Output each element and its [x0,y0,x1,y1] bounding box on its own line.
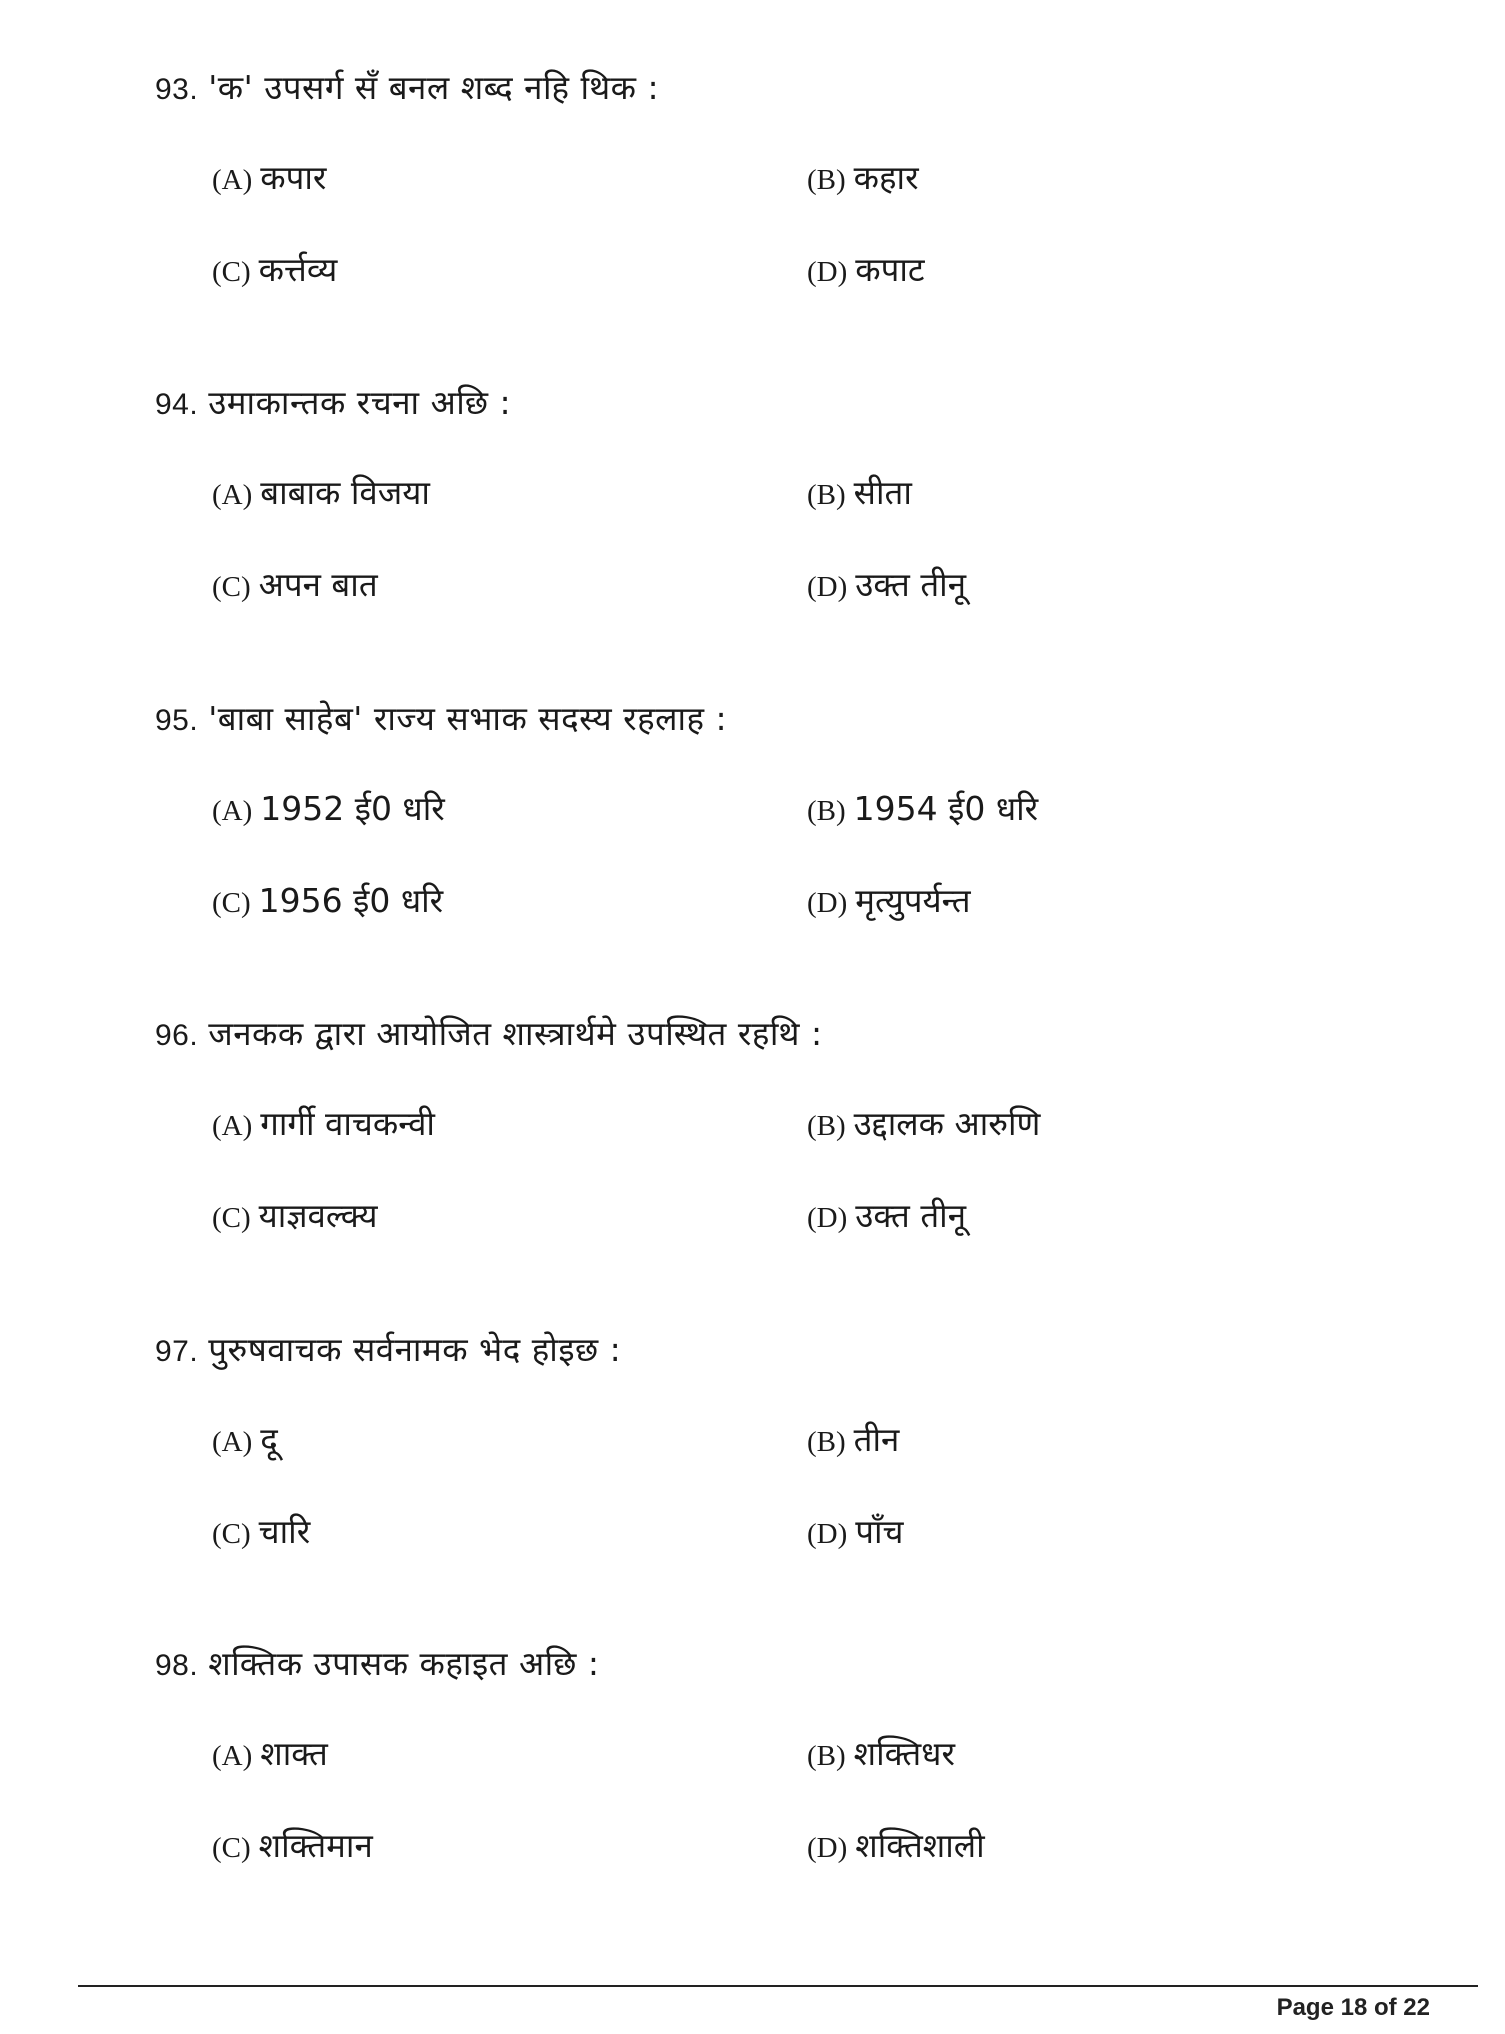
option-label: (A) [212,1740,253,1772]
option-text: तीन [853,1420,900,1459]
option-a[interactable] [212,1104,435,1146]
option-label: (C) [212,1518,251,1550]
option-text: उद्दालक आरुणि [853,1104,1041,1143]
option-text: याज्ञवल्क्य [258,1196,378,1235]
question-stem [155,1644,599,1686]
option-a[interactable] [212,158,326,200]
option-text: शक्तिमान [258,1826,373,1865]
option-c[interactable] [212,1826,373,1868]
option-label: (B) [807,1426,846,1458]
question-text: शक्तिक उपासक कहाइत अछि : [208,1644,600,1683]
question-stem [155,383,511,425]
option-label: (B) [807,164,846,196]
question-96 [155,1014,1405,1314]
option-text: बाबाक विजया [260,473,430,512]
question-stem [155,68,659,110]
option-label: (A) [212,795,253,827]
option-b[interactable] [807,158,919,200]
option-text: शाक्त [260,1734,328,1773]
option-b[interactable] [807,789,1038,831]
option-label: (C) [212,256,251,288]
question-98 [155,1644,1405,1944]
option-label: (A) [212,1110,253,1142]
option-c[interactable] [212,1512,310,1554]
option-label: (D) [807,1832,848,1864]
option-text: चारि [258,1512,311,1551]
option-label: (D) [807,1518,848,1550]
question-text: जनकक द्वारा आयोजित शास्त्रार्थमे उपस्थित रहथि : [208,1014,823,1053]
question-number: 97. [155,1335,199,1368]
option-label: (B) [807,479,846,511]
question-stem [155,699,727,741]
option-a[interactable] [212,473,430,515]
question-text: पुरुषवाचक सर्वनामक भेद होइछ : [208,1330,622,1369]
question-stem [155,1330,621,1372]
option-text: शक्तिशाली [855,1826,985,1865]
option-text: कपार [260,158,327,197]
question-94 [155,383,1405,683]
option-text: 1956 ई0 धरि [258,881,444,920]
option-label: (B) [807,1110,846,1142]
option-text: 1952 ई0 धरि [260,789,445,828]
question-95 [155,699,1405,999]
option-d[interactable] [807,250,925,292]
option-text: पाँच [855,1512,904,1551]
option-d[interactable] [807,1512,904,1554]
option-text: दू [260,1420,278,1459]
option-label: (D) [807,256,848,288]
option-c[interactable] [212,565,378,607]
question-number: 98. [155,1649,199,1682]
option-label: (C) [212,571,251,603]
option-c[interactable] [212,1196,378,1238]
option-text: अपन बात [258,565,378,604]
option-d[interactable] [807,881,971,923]
option-b[interactable] [807,473,912,515]
question-text: उमाकान्तक रचना अछि : [208,383,512,422]
question-97 [155,1330,1405,1630]
option-b[interactable] [807,1104,1040,1146]
option-text: कर्त्तव्य [258,250,338,289]
option-text: गार्गी वाचकन्वी [260,1104,435,1143]
option-label: (C) [212,887,251,919]
page-number: Page 18 of 22 [1276,1994,1430,2021]
option-text: कपाट [855,250,925,289]
question-number: 95. [155,704,199,737]
footer-divider [78,1985,1478,1987]
question-stem [155,1014,823,1056]
option-text: शक्तिधर [853,1734,955,1773]
option-a[interactable] [212,1420,278,1462]
option-label: (B) [807,795,846,827]
option-label: (D) [807,571,848,603]
option-label: (C) [212,1202,251,1234]
option-label: (A) [212,164,253,196]
option-d[interactable] [807,1826,985,1868]
option-d[interactable] [807,565,966,607]
option-label: (D) [807,887,848,919]
option-d[interactable] [807,1196,966,1238]
option-label: (A) [212,1426,253,1458]
option-label: (B) [807,1740,846,1772]
question-93 [155,68,1405,368]
question-text: 'क' उपसर्ग सँ बनल शब्द नहि थिक : [208,68,660,107]
option-text: कहार [853,158,919,197]
option-a[interactable] [212,789,445,831]
option-label: (C) [212,1832,251,1864]
option-text: मृत्युपर्यन्त [855,881,971,920]
option-label: (A) [212,479,253,511]
question-number: 94. [155,388,199,421]
question-number: 96. [155,1019,199,1052]
option-text: उक्त तीनू [855,565,967,604]
question-text: 'बाबा साहेब' राज्य सभाक सदस्य रहलाह : [208,699,728,738]
option-b[interactable] [807,1420,899,1462]
option-text: उक्त तीनू [855,1196,967,1235]
question-number: 93. [155,73,199,106]
option-text: 1954 ई0 धरि [853,789,1039,828]
option-a[interactable] [212,1734,328,1776]
option-text: सीता [853,473,912,512]
option-c[interactable] [212,250,337,292]
option-b[interactable] [807,1734,955,1776]
option-c[interactable] [212,881,443,923]
option-label: (D) [807,1202,848,1234]
